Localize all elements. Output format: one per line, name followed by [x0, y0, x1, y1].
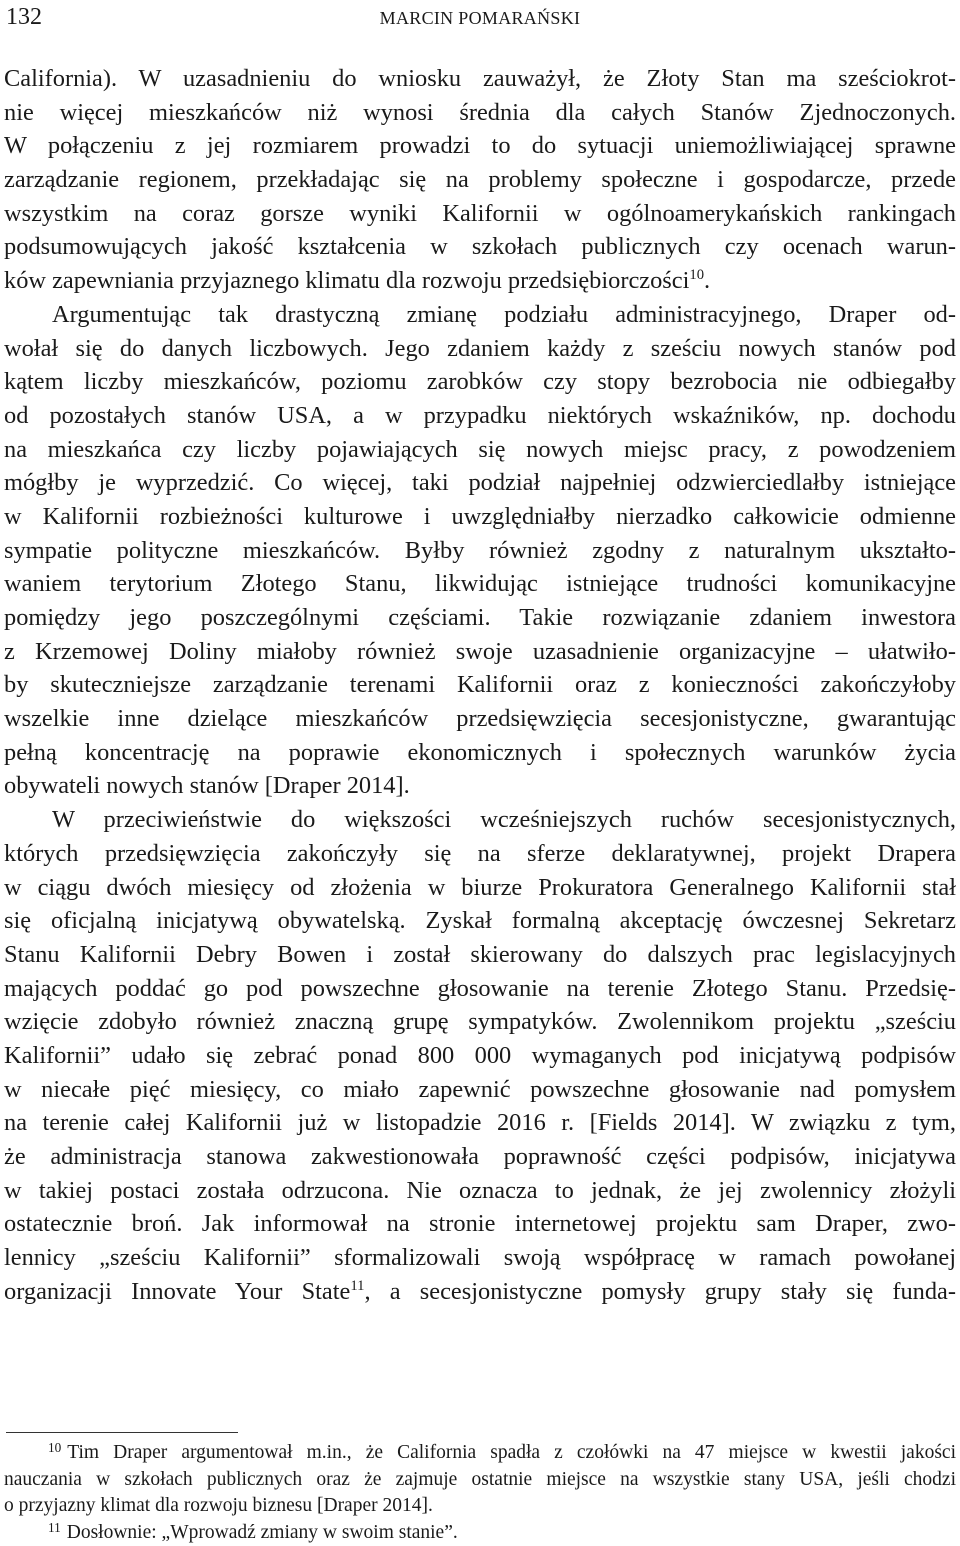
text-line: pomiędzy jego poszczególnymi częściami. Takie rozwiązanie zdaniem inwestora [4, 601, 956, 635]
text-line: sympatie polityczne mieszkańców. Byłby również zgodny z naturalnym ukształto- [4, 534, 956, 568]
text-line: że administracja stanowa zakwestionowała poprawność części podpisów, inicjatywa [4, 1140, 956, 1174]
text-line: nie więcej mieszkańców niż wynosi średnia dla całych Stanów Zjednoczonych. [4, 96, 956, 130]
text-line: pełną koncentrację na poprawie ekonomicznych i społecznych warunków życia [4, 736, 956, 770]
text-line: zarządzanie regionem, przekładając się na problemy społeczne i gospodarcze, przede [4, 163, 956, 197]
footnote-text: Tim Draper argumentował m.in., że California spadła z czołówki na 47 miejsce w kwestii jakości [67, 1442, 956, 1463]
text-line: na terenie całej Kalifornii już w listopadzie 2016 r. [Fields 2014]. W związku z tym, [4, 1106, 956, 1140]
text-line: wszelkie inne dzielące mieszkańców przedsięwzięcia secesjonistyczne, gwarantując [4, 702, 956, 736]
text-segment: ków zapewniania przyjaznego klimatu dla rozwoju przedsiębiorczości [4, 267, 689, 294]
footnote-ref-11: 11 [350, 1278, 364, 1294]
text-line: California). W uzasadnieniu do wniosku zauważył, że Złoty Stan ma sześciokrot- [4, 62, 956, 96]
footnote-separator [6, 1432, 238, 1433]
text-line: się oficjalną inicjatywą obywatelską. Zyskał formalną akceptację ówczesnej Sekretarz [4, 904, 956, 938]
footnote-ref-10: 10 [689, 267, 704, 283]
body-text [4, 62, 956, 1308]
text-line: obywateli nowych stanów [Draper 2014]. [4, 769, 956, 803]
text-line: w takiej postaci została odrzucona. Nie oznacza to jednak, że jej zwolennicy złożyli [4, 1174, 956, 1208]
text-line: w ciągu dwóch miesięcy od złożenia w biurze Prokuratora Generalnego Kalifornii stał [4, 871, 956, 905]
text-line: ostatecznie broń. Jak informował na stronie internetowej projektu sam Draper, zwo- [4, 1207, 956, 1241]
text-segment: organizacji Innovate Your State [4, 1278, 350, 1305]
text-line: lennicy „sześciu Kalifornii” sformalizowali swoją współpracę w ramach powołanej [4, 1241, 956, 1275]
text-line: od pozostałych stanów USA, a w przypadku niektórych wskaźników, np. dochodu [4, 399, 956, 433]
text-line: wszystkim na coraz gorsze wyniki Kalifornii w ogólnoamerykańskich rankingach [4, 197, 956, 231]
text-line: na mieszkańca czy liczby pojawiających się nowych miejsc pracy, z powodzeniem [4, 433, 956, 467]
footnote-11 [4, 1520, 956, 1546]
page-number: 132 [6, 4, 42, 31]
running-head: MARCIN POMARAŃSKI [6, 8, 954, 29]
footnote-text: Dosłownie: „Wprowadź zmiany w swoim stanie”. [67, 1522, 458, 1543]
text-line: Kalifornii” udało się zebrać ponad 800 000 wymaganych pod inicjatywą podpisów [4, 1039, 956, 1073]
text-segment: , a secesjonistyczne pomysły grupy stały się funda- [364, 1278, 956, 1305]
text-line: kątem liczby mieszkańców, poziomu zarobków czy stopy bezrobocia nie odbiegałby [4, 365, 956, 399]
text-line: których przedsięwzięcia zakończyły się na sferze deklaratywnej, projekt Drapera [4, 837, 956, 871]
page-header [6, 4, 954, 32]
text-line: z Krzemowej Doliny miałoby również swoje uzasadnienie organizacyjne – ułatwiło- [4, 635, 956, 669]
text-line: by skuteczniejsze zarządzanie terenami Kalifornii oraz z konieczności zakończyłoby [4, 668, 956, 702]
footnote-line: o przyjazny klimat dla rozwoju biznesu [Draper 2014]. [4, 1493, 956, 1520]
text-line: w niecałe pięć miesięcy, co miało zapewnić powszechne głosowanie nad pomysłem [4, 1073, 956, 1107]
text-line: wołał się do danych liczbowych. Jego zdaniem każdy z sześciu nowych stanów pod [4, 332, 956, 366]
text-line: Argumentując tak drastyczną zmianę podziału administracyjnego, Draper od- [4, 298, 956, 332]
text-segment: . [704, 267, 710, 294]
text-line: mógłby je wyprzedzić. Co więcej, taki podział najpełniej odzwierciedlałby istniejące [4, 466, 956, 500]
text-line: waniem terytorium Złotego Stanu, likwidując istniejące trudności komunikacyjne [4, 567, 956, 601]
text-line: mających poddać go pod powszechne głosowanie na terenie Złotego Stanu. Przedsię- [4, 972, 956, 1006]
text-line: wzięcie zdobyło również znaczną grupę sympatyków. Zwolennikom projektu „sześciu [4, 1005, 956, 1039]
footnote-marker: 10 [48, 1440, 61, 1455]
footnote-marker: 11 [48, 1520, 61, 1535]
footnote-line: nauczania w szkołach publicznych oraz że zajmuje ostatnie miejsce na wszystkie stany USA, jeśli chodzi [4, 1467, 956, 1494]
footnote-10 [4, 1440, 956, 1467]
text-line [4, 264, 956, 298]
text-line: Stanu Kalifornii Debry Bowen i został skierowany do dalszych prac legislacyjnych [4, 938, 956, 972]
text-line: w Kalifornii rozbieżności kulturowe i uwzględniałby nierzadko całkowicie odmienne [4, 500, 956, 534]
text-line: podsumowujących jakość kształcenia w szkołach publicznych czy ocenach warun- [4, 230, 956, 264]
text-line: W połączeniu z jej rozmiarem prowadzi to do sytuacji uniemożliwiającej sprawne [4, 129, 956, 163]
text-line [4, 1275, 956, 1309]
text-line: W przeciwieństwie do większości wcześniejszych ruchów secesjonistycznych, [4, 803, 956, 837]
footnotes [4, 1440, 956, 1546]
